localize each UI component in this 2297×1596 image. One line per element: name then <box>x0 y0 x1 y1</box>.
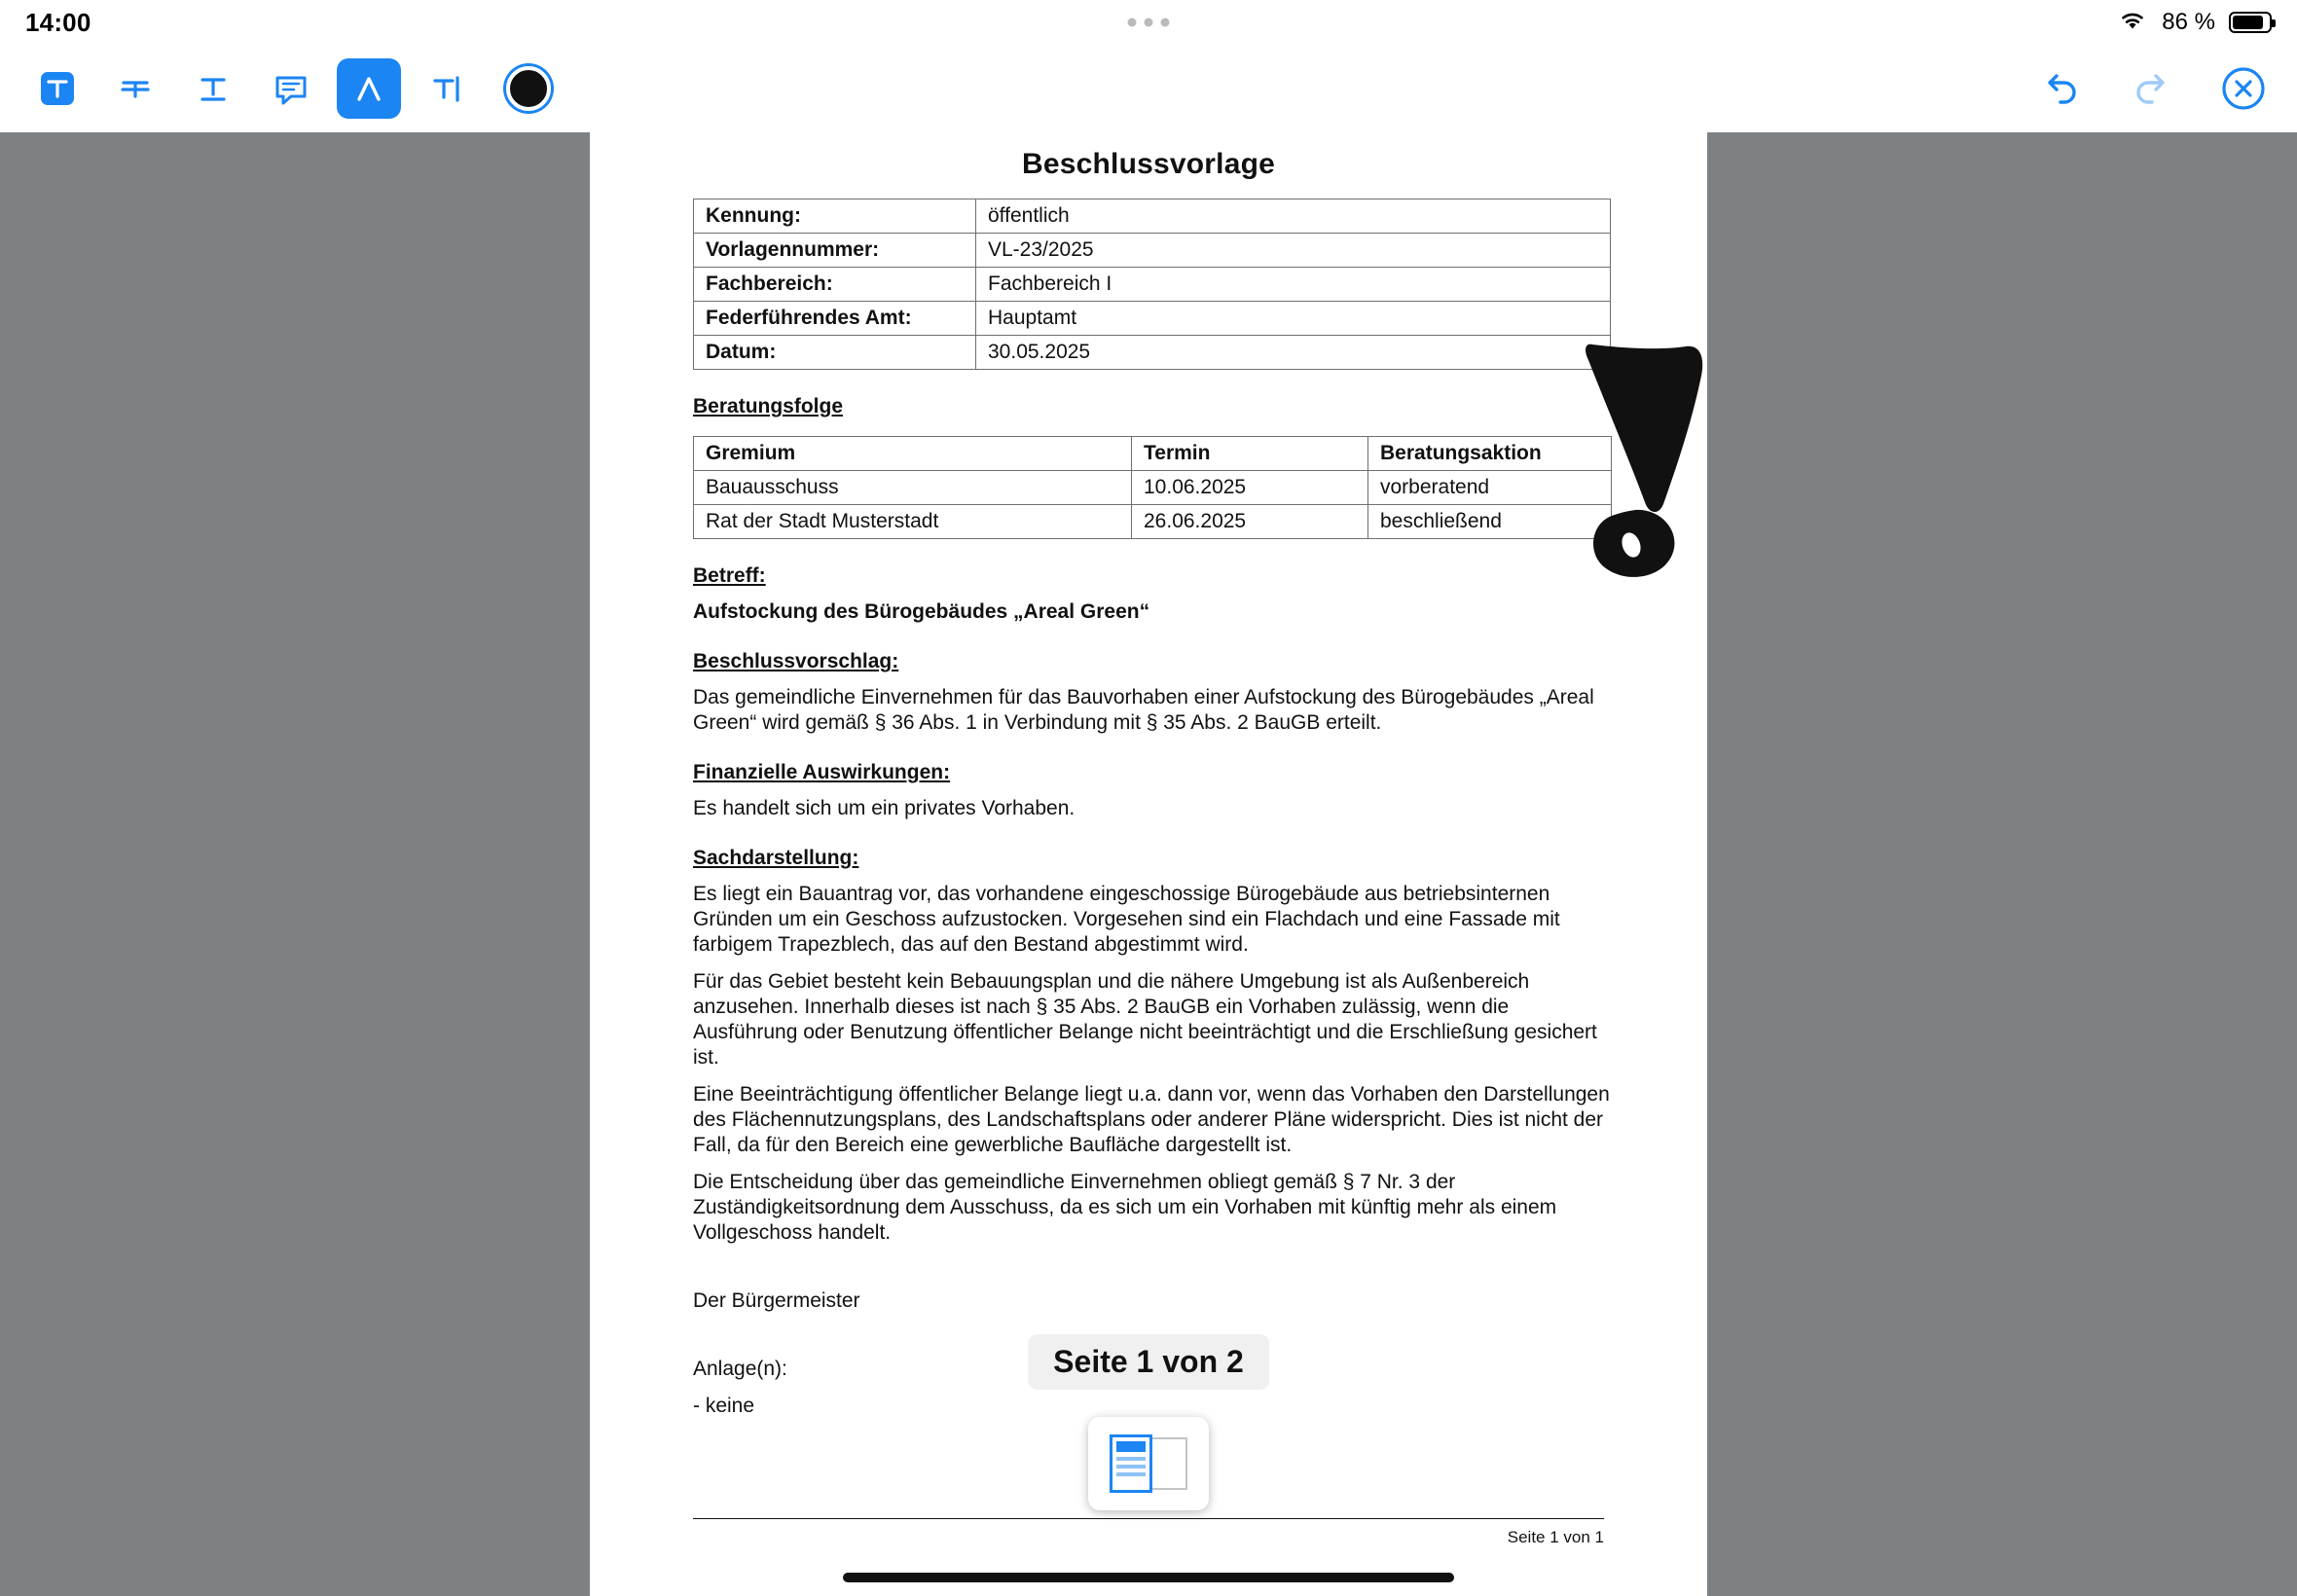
status-right-cluster <box>2117 9 2272 37</box>
text-box-tool[interactable] <box>25 58 90 119</box>
comment-tool[interactable] <box>259 58 323 119</box>
page-thumbnail-1[interactable] <box>1088 1417 1209 1510</box>
close-button[interactable] <box>2215 60 2272 117</box>
strikethrough-tool[interactable] <box>103 58 167 119</box>
meta-key: Fachbereich: <box>694 268 976 302</box>
footer-divider <box>693 1518 1604 1519</box>
table-row <box>694 302 1611 336</box>
cell-termin: 26.06.2025 <box>1132 505 1368 539</box>
table-row <box>694 234 1611 268</box>
beratungsfolge-table <box>693 436 1612 539</box>
cell-termin: 10.06.2025 <box>1132 471 1368 505</box>
signature-tool[interactable] <box>415 58 479 119</box>
column-header: Gremium <box>694 437 1132 471</box>
undo-button[interactable] <box>2032 60 2089 117</box>
thumb-line <box>1116 1441 1146 1452</box>
thumb-line <box>1116 1457 1146 1461</box>
table-row <box>694 200 1611 234</box>
thumb-line <box>1116 1472 1146 1476</box>
thumb-line <box>1116 1465 1146 1469</box>
sachdarstellung-paragraph: Für das Gebiet besteht kein Bebauungsplan und die nähere Umgebung ist als Außenbereich anzusehen. Innerhalb dieses ist nach § 35 Abs. 2 BauGB ein Vorhaben zulässig, wenn die Ausführung oder Benutzung öffentlicher Belange nicht beeinträchtigt und die Erschließung gesichert ist. <box>693 970 1597 1069</box>
status-bar <box>0 0 2297 45</box>
column-header: Termin <box>1132 437 1368 471</box>
meta-value: Fachbereich I <box>976 268 1611 302</box>
battery-icon <box>2229 12 2272 33</box>
table-row <box>694 471 1612 505</box>
meta-value: VL-23/2025 <box>976 234 1611 268</box>
color-picker-swatch[interactable] <box>506 66 551 111</box>
dot <box>1145 18 1153 27</box>
page-title: Beschlussvorlage <box>1022 148 1275 180</box>
thumbnail-page-front <box>1110 1434 1152 1493</box>
metadata-table <box>693 199 1611 370</box>
cell-aktion: vorberatend <box>1368 471 1612 505</box>
table-row <box>694 336 1611 370</box>
column-header: Beratungsaktion <box>1368 437 1612 471</box>
signature-line: Der Bürgermeister <box>693 1289 860 1312</box>
home-indicator[interactable] <box>843 1573 1454 1582</box>
battery-fill <box>2233 16 2263 29</box>
sachdarstellung-paragraph: Eine Beeinträchtigung öffentlicher Belange liegt u.a. dann vor, wenn das Vorhaben den Darstellungen des Flächennutzungsplans, des Landschaftsplans oder anderer Pläne widerspricht. Dies ist nicht der Fall, da für den Bereich eine gewerbliche Baufläche dargestellt ist. <box>693 1083 1610 1156</box>
annotation-toolbar <box>0 45 2297 132</box>
cell-gremium: Bauausschuss <box>694 471 1132 505</box>
wifi-icon <box>2117 9 2148 37</box>
tool-group <box>25 58 551 119</box>
dot <box>1128 18 1137 27</box>
cell-gremium: Rat der Stadt Musterstadt <box>694 505 1132 539</box>
section-heading-beratungsfolge: Beratungsfolge <box>693 395 844 417</box>
meta-key: Datum: <box>694 336 976 370</box>
footer-page-note: Seite 1 von 1 <box>1507 1528 1604 1546</box>
status-clock: 14:00 <box>25 7 91 37</box>
section-heading-sachdarstellung: Sachdarstellung: <box>693 847 859 869</box>
meta-key: Vorlagennummer: <box>694 234 976 268</box>
battery-percentage: 86 % <box>2162 9 2215 35</box>
table-row <box>694 505 1612 539</box>
sachdarstellung-paragraph: Es liegt ein Bauantrag vor, das vorhandene eingeschossige Bürogebäude aus betriebsinternen Gründen um ein Geschoss aufzustocken. Vorgesehen sind ein Flachdach und eine Fassade mit farbigem Trapezblech, das auf den Bestand abgestimmt wird. <box>693 883 1560 956</box>
section-heading-betreff: Betreff: <box>693 564 766 587</box>
beschlussvorschlag-text: Das gemeindliche Einvernehmen für das Bauvorhaben einer Aufstockung des Bürogebäudes „Areal Green“ wird gemäß § 36 Abs. 1 in Verbindung mit § 35 Abs. 2 BauGB erteilt. <box>693 686 1594 734</box>
meta-key: Kennung: <box>694 200 976 234</box>
document-viewport[interactable] <box>0 132 2297 1596</box>
anlage-value: - keine <box>693 1395 755 1417</box>
dot <box>1161 18 1170 27</box>
multitask-dots-icon[interactable] <box>1128 18 1170 27</box>
section-heading-beschlussvorschlag: Beschlussvorschlag: <box>693 650 899 672</box>
pdf-page[interactable] <box>590 132 1707 1596</box>
meta-key: Federführendes Amt: <box>694 302 976 336</box>
meta-value: öffentlich <box>976 200 1611 234</box>
table-header-row <box>694 437 1612 471</box>
cell-aktion: beschließend <box>1368 505 1612 539</box>
underline-tool[interactable] <box>181 58 245 119</box>
section-heading-finanzielle-auswirkungen: Finanzielle Auswirkungen: <box>693 761 951 783</box>
redo-button[interactable] <box>2124 60 2180 117</box>
draw-tool[interactable] <box>337 58 401 119</box>
meta-value: 30.05.2025 <box>976 336 1611 370</box>
sachdarstellung-paragraph: Die Entscheidung über das gemeindliche Einvernehmen obliegt gemäß § 7 Nr. 3 der Zuständigkeitsordnung dem Ausschuss, da es sich um ein Vorhaben mit künftig mehr als einem Vollgeschoss handelt. <box>693 1171 1557 1244</box>
anlage-label: Anlage(n): <box>693 1358 787 1380</box>
finanzielle-text: Es handelt sich um ein privates Vorhaben. <box>693 797 1076 819</box>
table-row <box>694 268 1611 302</box>
page-indicator-badge: Seite 1 von 2 <box>1028 1334 1269 1390</box>
meta-value: Hauptamt <box>976 302 1611 336</box>
toolbar-actions <box>2032 60 2272 117</box>
thumbnail-page-back <box>1148 1437 1187 1490</box>
betreff-text: Aufstockung des Bürogebäudes „Areal Green“ <box>693 600 1150 623</box>
